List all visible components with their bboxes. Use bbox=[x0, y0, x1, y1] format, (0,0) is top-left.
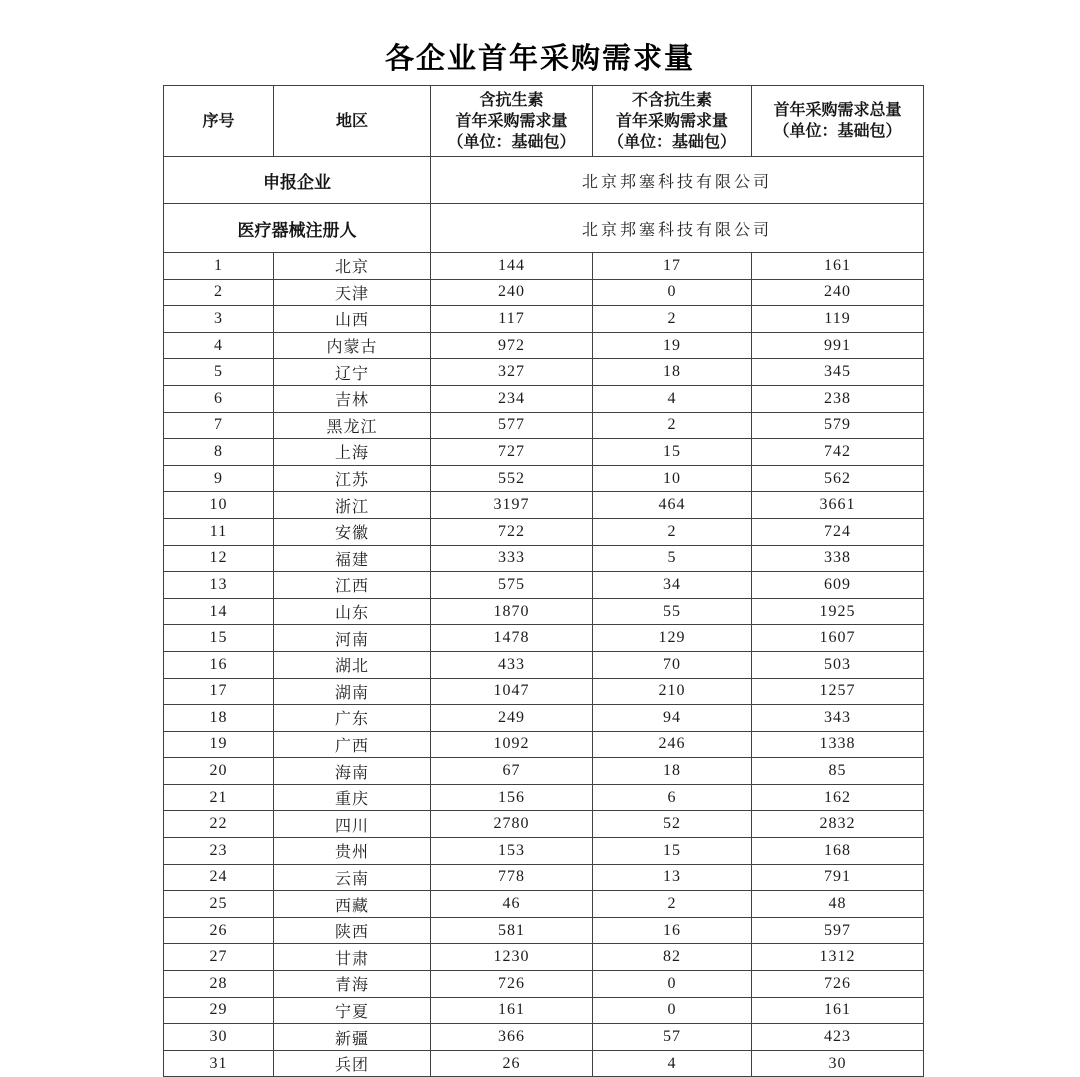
table-row bbox=[164, 651, 924, 678]
cell-region: 重庆 bbox=[274, 784, 431, 811]
cell-total: 3661 bbox=[752, 492, 924, 519]
header-row bbox=[164, 86, 924, 157]
cell-serial: 10 bbox=[164, 492, 274, 519]
table-row bbox=[164, 838, 924, 865]
cell-total: 742 bbox=[752, 439, 924, 466]
cell-total: 119 bbox=[752, 306, 924, 333]
cell-region: 内蒙古 bbox=[274, 332, 431, 359]
cell-without-antibiotics: 246 bbox=[593, 731, 752, 758]
cell-without-antibiotics: 70 bbox=[593, 651, 752, 678]
table-row bbox=[164, 465, 924, 492]
cell-region: 江西 bbox=[274, 572, 431, 599]
cell-without-antibiotics: 464 bbox=[593, 492, 752, 519]
table-row bbox=[164, 545, 924, 572]
cell-serial: 7 bbox=[164, 412, 274, 439]
cell-serial: 6 bbox=[164, 385, 274, 412]
cell-without-antibiotics: 16 bbox=[593, 917, 752, 944]
cell-without-antibiotics: 2 bbox=[593, 891, 752, 918]
cell-without-antibiotics: 0 bbox=[593, 971, 752, 998]
cell-total: 423 bbox=[752, 1024, 924, 1051]
cell-region: 湖北 bbox=[274, 651, 431, 678]
cell-with-antibiotics: 1092 bbox=[431, 731, 593, 758]
cell-total: 85 bbox=[752, 758, 924, 785]
cell-with-antibiotics: 575 bbox=[431, 572, 593, 599]
cell-total: 1312 bbox=[752, 944, 924, 971]
cell-with-antibiotics: 366 bbox=[431, 1024, 593, 1051]
cell-region: 黑龙江 bbox=[274, 412, 431, 439]
cell-total: 238 bbox=[752, 385, 924, 412]
cell-with-antibiotics: 722 bbox=[431, 518, 593, 545]
table-row bbox=[164, 253, 924, 280]
table-row bbox=[164, 385, 924, 412]
cell-with-antibiotics: 26 bbox=[431, 1050, 593, 1077]
table-row bbox=[164, 997, 924, 1024]
cell-without-antibiotics: 34 bbox=[593, 572, 752, 599]
cell-with-antibiotics: 67 bbox=[431, 758, 593, 785]
cell-serial: 3 bbox=[164, 306, 274, 333]
cell-region: 北京 bbox=[274, 253, 431, 280]
cell-without-antibiotics: 4 bbox=[593, 385, 752, 412]
table-row bbox=[164, 492, 924, 519]
cell-serial: 15 bbox=[164, 625, 274, 652]
cell-without-antibiotics: 129 bbox=[593, 625, 752, 652]
table-header bbox=[164, 86, 924, 157]
cell-region: 天津 bbox=[274, 279, 431, 306]
cell-region: 浙江 bbox=[274, 492, 431, 519]
cell-total: 579 bbox=[752, 412, 924, 439]
cell-serial: 9 bbox=[164, 465, 274, 492]
cell-without-antibiotics: 19 bbox=[593, 332, 752, 359]
cell-serial: 8 bbox=[164, 439, 274, 466]
cell-without-antibiotics: 13 bbox=[593, 864, 752, 891]
procurement-demand-table bbox=[163, 85, 924, 1077]
cell-serial: 21 bbox=[164, 784, 274, 811]
cell-total: 1607 bbox=[752, 625, 924, 652]
cell-serial: 11 bbox=[164, 518, 274, 545]
device-registrant-value: 北京邦塞科技有限公司 bbox=[431, 204, 924, 253]
cell-with-antibiotics: 726 bbox=[431, 971, 593, 998]
cell-with-antibiotics: 144 bbox=[431, 253, 593, 280]
cell-serial: 4 bbox=[164, 332, 274, 359]
header-serial-label: 序号 bbox=[202, 112, 235, 130]
cell-serial: 14 bbox=[164, 598, 274, 625]
cell-region: 云南 bbox=[274, 864, 431, 891]
cell-total: 1257 bbox=[752, 678, 924, 705]
cell-without-antibiotics: 0 bbox=[593, 279, 752, 306]
cell-serial: 29 bbox=[164, 997, 274, 1024]
table-row bbox=[164, 917, 924, 944]
cell-serial: 24 bbox=[164, 864, 274, 891]
table-row bbox=[164, 731, 924, 758]
header-without-antibiotics: 不含抗生素 首年采购需求量 （单位：基础包） bbox=[593, 86, 752, 157]
cell-total: 1338 bbox=[752, 731, 924, 758]
cell-region: 吉林 bbox=[274, 385, 431, 412]
cell-without-antibiotics: 15 bbox=[593, 838, 752, 865]
cell-without-antibiotics: 210 bbox=[593, 678, 752, 705]
cell-with-antibiotics: 433 bbox=[431, 651, 593, 678]
cell-total: 724 bbox=[752, 518, 924, 545]
table-row bbox=[164, 864, 924, 891]
cell-with-antibiotics: 327 bbox=[431, 359, 593, 386]
cell-without-antibiotics: 0 bbox=[593, 997, 752, 1024]
cell-with-antibiotics: 153 bbox=[431, 838, 593, 865]
table-row bbox=[164, 359, 924, 386]
device-registrant-row bbox=[164, 204, 924, 253]
cell-region: 广西 bbox=[274, 731, 431, 758]
header-serial bbox=[164, 86, 274, 157]
cell-without-antibiotics: 2 bbox=[593, 306, 752, 333]
cell-with-antibiotics: 2780 bbox=[431, 811, 593, 838]
cell-without-antibiotics: 55 bbox=[593, 598, 752, 625]
table-row bbox=[164, 439, 924, 466]
cell-with-antibiotics: 727 bbox=[431, 439, 593, 466]
cell-serial: 19 bbox=[164, 731, 274, 758]
cell-region: 陕西 bbox=[274, 917, 431, 944]
cell-region: 山西 bbox=[274, 306, 431, 333]
table-row bbox=[164, 572, 924, 599]
cell-serial: 28 bbox=[164, 971, 274, 998]
table-row bbox=[164, 412, 924, 439]
table-row bbox=[164, 1050, 924, 1077]
table-row bbox=[164, 306, 924, 333]
cell-serial: 27 bbox=[164, 944, 274, 971]
cell-total: 168 bbox=[752, 838, 924, 865]
cell-with-antibiotics: 1870 bbox=[431, 598, 593, 625]
table-row bbox=[164, 758, 924, 785]
cell-serial: 30 bbox=[164, 1024, 274, 1051]
cell-total: 343 bbox=[752, 705, 924, 732]
cell-region: 兵团 bbox=[274, 1050, 431, 1077]
table-row bbox=[164, 332, 924, 359]
cell-total: 991 bbox=[752, 332, 924, 359]
cell-total: 562 bbox=[752, 465, 924, 492]
cell-total: 2832 bbox=[752, 811, 924, 838]
cell-with-antibiotics: 1230 bbox=[431, 944, 593, 971]
cell-without-antibiotics: 52 bbox=[593, 811, 752, 838]
cell-region: 山东 bbox=[274, 598, 431, 625]
cell-serial: 31 bbox=[164, 1050, 274, 1077]
table-row bbox=[164, 518, 924, 545]
table-row bbox=[164, 279, 924, 306]
cell-region: 江苏 bbox=[274, 465, 431, 492]
cell-with-antibiotics: 46 bbox=[431, 891, 593, 918]
cell-serial: 5 bbox=[164, 359, 274, 386]
cell-with-antibiotics: 249 bbox=[431, 705, 593, 732]
cell-total: 338 bbox=[752, 545, 924, 572]
cell-total: 503 bbox=[752, 651, 924, 678]
cell-serial: 13 bbox=[164, 572, 274, 599]
cell-region: 贵州 bbox=[274, 838, 431, 865]
table-row bbox=[164, 625, 924, 652]
cell-without-antibiotics: 94 bbox=[593, 705, 752, 732]
cell-total: 726 bbox=[752, 971, 924, 998]
cell-without-antibiotics: 2 bbox=[593, 518, 752, 545]
cell-with-antibiotics: 161 bbox=[431, 997, 593, 1024]
cell-serial: 23 bbox=[164, 838, 274, 865]
cell-total: 161 bbox=[752, 997, 924, 1024]
cell-with-antibiotics: 333 bbox=[431, 545, 593, 572]
cell-region: 湖南 bbox=[274, 678, 431, 705]
cell-total: 345 bbox=[752, 359, 924, 386]
table-row bbox=[164, 678, 924, 705]
cell-serial: 1 bbox=[164, 253, 274, 280]
cell-region: 四川 bbox=[274, 811, 431, 838]
cell-without-antibiotics: 2 bbox=[593, 412, 752, 439]
declaring-enterprise-value: 北京邦塞科技有限公司 bbox=[431, 157, 924, 204]
cell-without-antibiotics: 10 bbox=[593, 465, 752, 492]
cell-with-antibiotics: 1478 bbox=[431, 625, 593, 652]
cell-region: 新疆 bbox=[274, 1024, 431, 1051]
cell-total: 597 bbox=[752, 917, 924, 944]
table-row bbox=[164, 891, 924, 918]
cell-region: 宁夏 bbox=[274, 997, 431, 1024]
cell-without-antibiotics: 57 bbox=[593, 1024, 752, 1051]
cell-with-antibiotics: 577 bbox=[431, 412, 593, 439]
cell-region: 青海 bbox=[274, 971, 431, 998]
cell-total: 240 bbox=[752, 279, 924, 306]
cell-region: 安徽 bbox=[274, 518, 431, 545]
cell-region: 河南 bbox=[274, 625, 431, 652]
table-row bbox=[164, 705, 924, 732]
cell-region: 西藏 bbox=[274, 891, 431, 918]
cell-with-antibiotics: 778 bbox=[431, 864, 593, 891]
cell-with-antibiotics: 234 bbox=[431, 385, 593, 412]
cell-total: 48 bbox=[752, 891, 924, 918]
cell-region: 辽宁 bbox=[274, 359, 431, 386]
cell-without-antibiotics: 6 bbox=[593, 784, 752, 811]
cell-without-antibiotics: 82 bbox=[593, 944, 752, 971]
cell-region: 甘肃 bbox=[274, 944, 431, 971]
cell-serial: 22 bbox=[164, 811, 274, 838]
cell-serial: 17 bbox=[164, 678, 274, 705]
table-row bbox=[164, 1024, 924, 1051]
cell-without-antibiotics: 5 bbox=[593, 545, 752, 572]
table-body bbox=[164, 253, 924, 1077]
cell-total: 30 bbox=[752, 1050, 924, 1077]
cell-with-antibiotics: 117 bbox=[431, 306, 593, 333]
header-region-label: 地区 bbox=[335, 112, 368, 130]
cell-without-antibiotics: 17 bbox=[593, 253, 752, 280]
cell-with-antibiotics: 156 bbox=[431, 784, 593, 811]
declaring-enterprise-row bbox=[164, 157, 924, 204]
cell-serial: 18 bbox=[164, 705, 274, 732]
cell-total: 1925 bbox=[752, 598, 924, 625]
cell-with-antibiotics: 552 bbox=[431, 465, 593, 492]
cell-with-antibiotics: 972 bbox=[431, 332, 593, 359]
cell-total: 609 bbox=[752, 572, 924, 599]
cell-with-antibiotics: 1047 bbox=[431, 678, 593, 705]
cell-total: 791 bbox=[752, 864, 924, 891]
cell-without-antibiotics: 15 bbox=[593, 439, 752, 466]
device-registrant-label: 医疗器械注册人 bbox=[164, 204, 431, 253]
cell-serial: 12 bbox=[164, 545, 274, 572]
table-row bbox=[164, 784, 924, 811]
cell-without-antibiotics: 18 bbox=[593, 758, 752, 785]
page-title: 各企业首年采购需求量 bbox=[384, 43, 695, 75]
cell-with-antibiotics: 3197 bbox=[431, 492, 593, 519]
cell-region: 福建 bbox=[274, 545, 431, 572]
header-total: 首年采购需求总量 （单位：基础包） bbox=[752, 86, 924, 157]
cell-serial: 26 bbox=[164, 917, 274, 944]
table-row bbox=[164, 971, 924, 998]
table-row bbox=[164, 811, 924, 838]
cell-region: 海南 bbox=[274, 758, 431, 785]
cell-total: 161 bbox=[752, 253, 924, 280]
declaring-enterprise-label: 申报企业 bbox=[164, 157, 431, 204]
cell-without-antibiotics: 18 bbox=[593, 359, 752, 386]
cell-total: 162 bbox=[752, 784, 924, 811]
cell-region: 广东 bbox=[274, 705, 431, 732]
table-row bbox=[164, 944, 924, 971]
cell-serial: 20 bbox=[164, 758, 274, 785]
header-region bbox=[274, 86, 431, 157]
cell-with-antibiotics: 581 bbox=[431, 917, 593, 944]
cell-serial: 2 bbox=[164, 279, 274, 306]
cell-serial: 16 bbox=[164, 651, 274, 678]
table-row bbox=[164, 598, 924, 625]
cell-with-antibiotics: 240 bbox=[431, 279, 593, 306]
cell-without-antibiotics: 4 bbox=[593, 1050, 752, 1077]
cell-region: 上海 bbox=[274, 439, 431, 466]
cell-serial: 25 bbox=[164, 891, 274, 918]
header-with-antibiotics: 含抗生素 首年采购需求量 （单位：基础包） bbox=[431, 86, 593, 157]
